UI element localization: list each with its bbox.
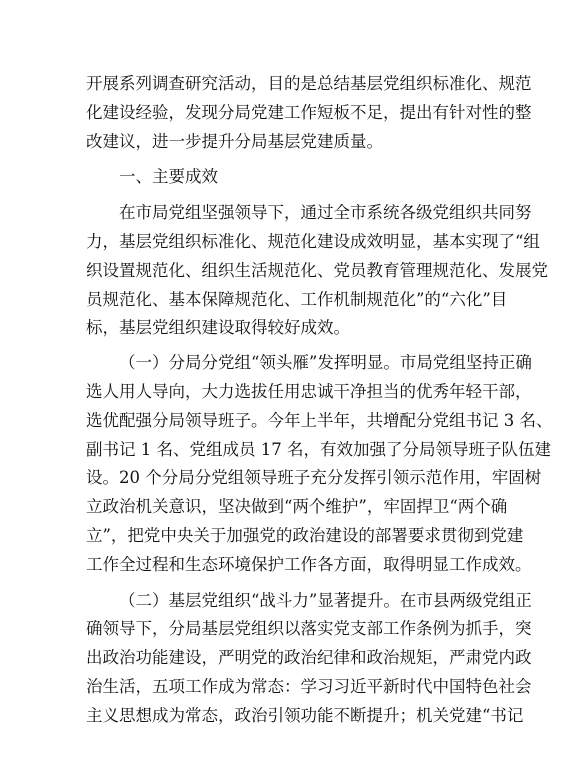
text-line: 立”，把党中央关于加强党的政治建设的部署要求贯彻到党建 [86, 525, 524, 545]
section-heading [86, 163, 504, 192]
text-line: 织设置规范化、组织生活规范化、党员教育管理规范化、发展党 [86, 260, 548, 280]
paragraph-spacer [86, 580, 504, 587]
text-line: 选人用人导向，大力选拔任用忠诚干净担当的优秀年轻干部， [86, 381, 532, 401]
text-line: 副书记 1 名、党组成员 17 名，有效加强了分局领导班子队伍建 [86, 439, 551, 459]
text-line: 工作全过程和生态环境保护工作各方面，取得明显工作成效。 [86, 554, 532, 574]
text-line: 设。20 个分局分党组领导班子充分发挥引领示范作用，牢固树 [86, 468, 542, 488]
text-line: （一）分局分党组“领头雁”发挥明显。市局党组坚持正确 [119, 353, 532, 373]
document-body [86, 70, 553, 731]
text-line: 确领导下，分局基层党组织以落实党支部工作条例为抓手，突 [86, 619, 532, 639]
paragraph-spacer [86, 156, 504, 163]
heading-text: 一、主要成效 [119, 167, 218, 187]
text-line: 开展系列调查研究活动，目的是总结基层党组织标准化、规范 [86, 74, 532, 93]
text-line: 治生活，五项工作成为常态：学习习近平新时代中国特色社会 [86, 676, 532, 696]
text-line: 化建设经验，发现分局党建工作短板不足，提出有针对性的整 [86, 102, 532, 122]
subsection-one-paragraph [86, 349, 553, 579]
paragraph-spacer [86, 192, 504, 199]
text-line: 立政治机关意识，坚决做到“两个维护”，牢固捍卫“两个确 [86, 497, 508, 517]
text-line: 力，基层党组织标准化、规范化建设成效明显，基本实现了“组 [86, 231, 540, 251]
text-line: 在市局党组坚强领导下，通过全市系统各级党组织共同努 [119, 203, 532, 223]
text-line: 主义思想成为常态，政治引领功能不断提升；机关党建“书记 [86, 705, 524, 725]
text-line: 改建议，进一步提升分局基层党建质量。 [86, 131, 383, 151]
text-line: （二）基层党组织“战斗力”显著提升。在市县两级党组正 [119, 590, 532, 610]
text-line: 员规范化、基本保障规范化、工作机制规范化”的“六化”目 [86, 289, 508, 309]
intro-paragraph [86, 70, 532, 156]
text-line: 选优配强分局领导班子。今年上半年，共增配分党组书记 3 名、 [86, 410, 553, 430]
achievements-paragraph [86, 199, 548, 343]
subsection-two-paragraph [86, 587, 532, 731]
text-line: 出政治功能建设，严明党的政治纪律和政治规矩，严肃党内政 [86, 648, 532, 668]
text-line: 标，基层党组织建设取得较好成效。 [86, 318, 350, 338]
